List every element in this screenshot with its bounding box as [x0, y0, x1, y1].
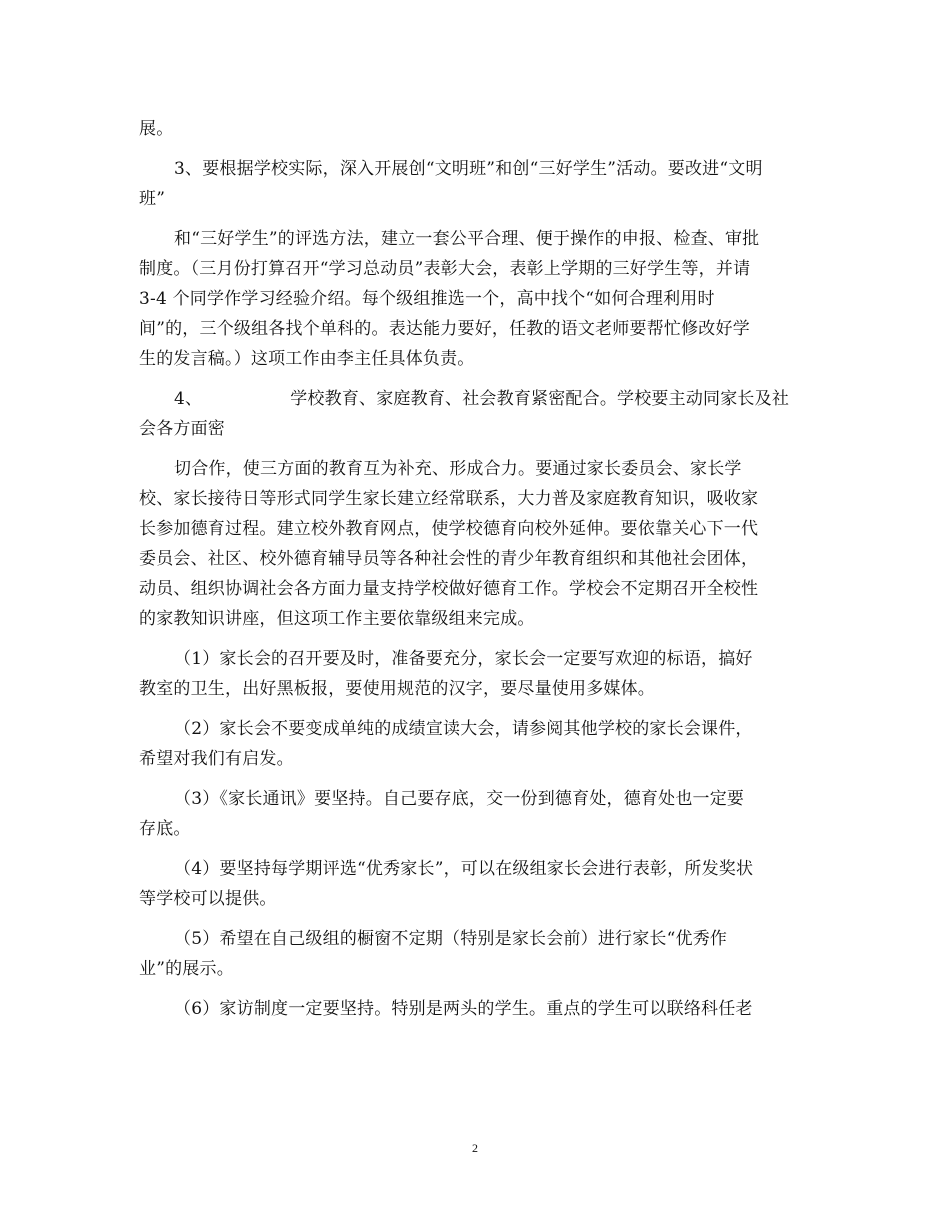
text-line: 间”的，三个级组各找个单科的。表达能力要好，任教的语文老师要帮忙修改好学 [139, 319, 750, 339]
text-line: （6）家访制度一定要坚持。特别是两头的学生。重点的学生可以联络科任老 [174, 999, 753, 1019]
text-line: 生的发言稿。）这项工作由李主任具体负责。 [139, 349, 475, 369]
text-line: （1）家长会的召开要及时，准备要充分，家长会一定要写欢迎的标语，搞好 [174, 649, 753, 669]
item-number: 4、 [174, 389, 203, 409]
item-text: 学校教育、家庭教育、社会教育紧密配合。学校要主动同家长及社 [290, 389, 790, 409]
text-line: 希望对我们有启发。 [139, 749, 294, 769]
text-line: 长参加德育过程。建立校外教育网点，使学校德育向校外延伸。要依靠关心下一代 [139, 519, 759, 539]
text-line: 等学校可以提供。 [139, 889, 277, 909]
text-line: 动员、组织协调社会各方面力量支持学校做好德育工作。学校会不定期召开全校性 [139, 579, 759, 599]
text-line: （5）希望在自己级组的橱窗不定期（特别是家长会前）进行家长“优秀作 [174, 929, 728, 949]
text-line: 存底。 [139, 819, 191, 839]
text-line: 的家教知识讲座，但这项工作主要依靠级组来完成。 [139, 609, 535, 629]
text-line: 3、要根据学校实际，深入开展创“文明班”和创“三好学生”活动。要改进“文明 [174, 159, 763, 179]
text-line: 会各方面密 [139, 419, 225, 439]
text-line: 班” [139, 189, 166, 209]
text-line: 制度。（三月份打算召开“学习总动员”表彰大会，表彰上学期的三好学生等，并请 [139, 259, 751, 279]
text-line: 校、家长接待日等形式同学生家长建立经常联系，大力普及家庭教育知识，吸收家 [139, 489, 759, 509]
text-line: （4）要坚持每学期评选“优秀家长”，可以在级组家长会进行表彰，所发奖状 [174, 859, 754, 879]
text-line [174, 388, 819, 410]
text-line: 教室的卫生，出好黑板报，要使用规范的汉字，要尽量使用多媒体。 [139, 679, 655, 699]
text-line: 3-4 个同学作学习经验介绍。每个级组推选一个，高中找个“如何合理利用时 [139, 289, 715, 309]
text-line: （3）《家长通讯》要坚持。自己要存底，交一份到德育处，德育处也一定要 [174, 789, 745, 809]
page-number: 2 [472, 1141, 478, 1155]
text-line: 展。 [139, 119, 174, 139]
text-line: 业”的展示。 [139, 959, 234, 979]
text-line: （2）家长会不要变成单纯的成绩宣读大会，请参阅其他学校的家长会课件， [174, 719, 753, 739]
text-line: 切合作，使三方面的教育互为补充、形成合力。要通过家长委员会、家长学 [174, 459, 742, 479]
text-line: 委员会、社区、校外德育辅导员等各种社会性的青少年教育组织和其他社会团体， [139, 549, 759, 569]
text-line: 和“三好学生”的评选方法，建立一套公平合理、便于操作的申报、检查、审批 [174, 229, 760, 249]
